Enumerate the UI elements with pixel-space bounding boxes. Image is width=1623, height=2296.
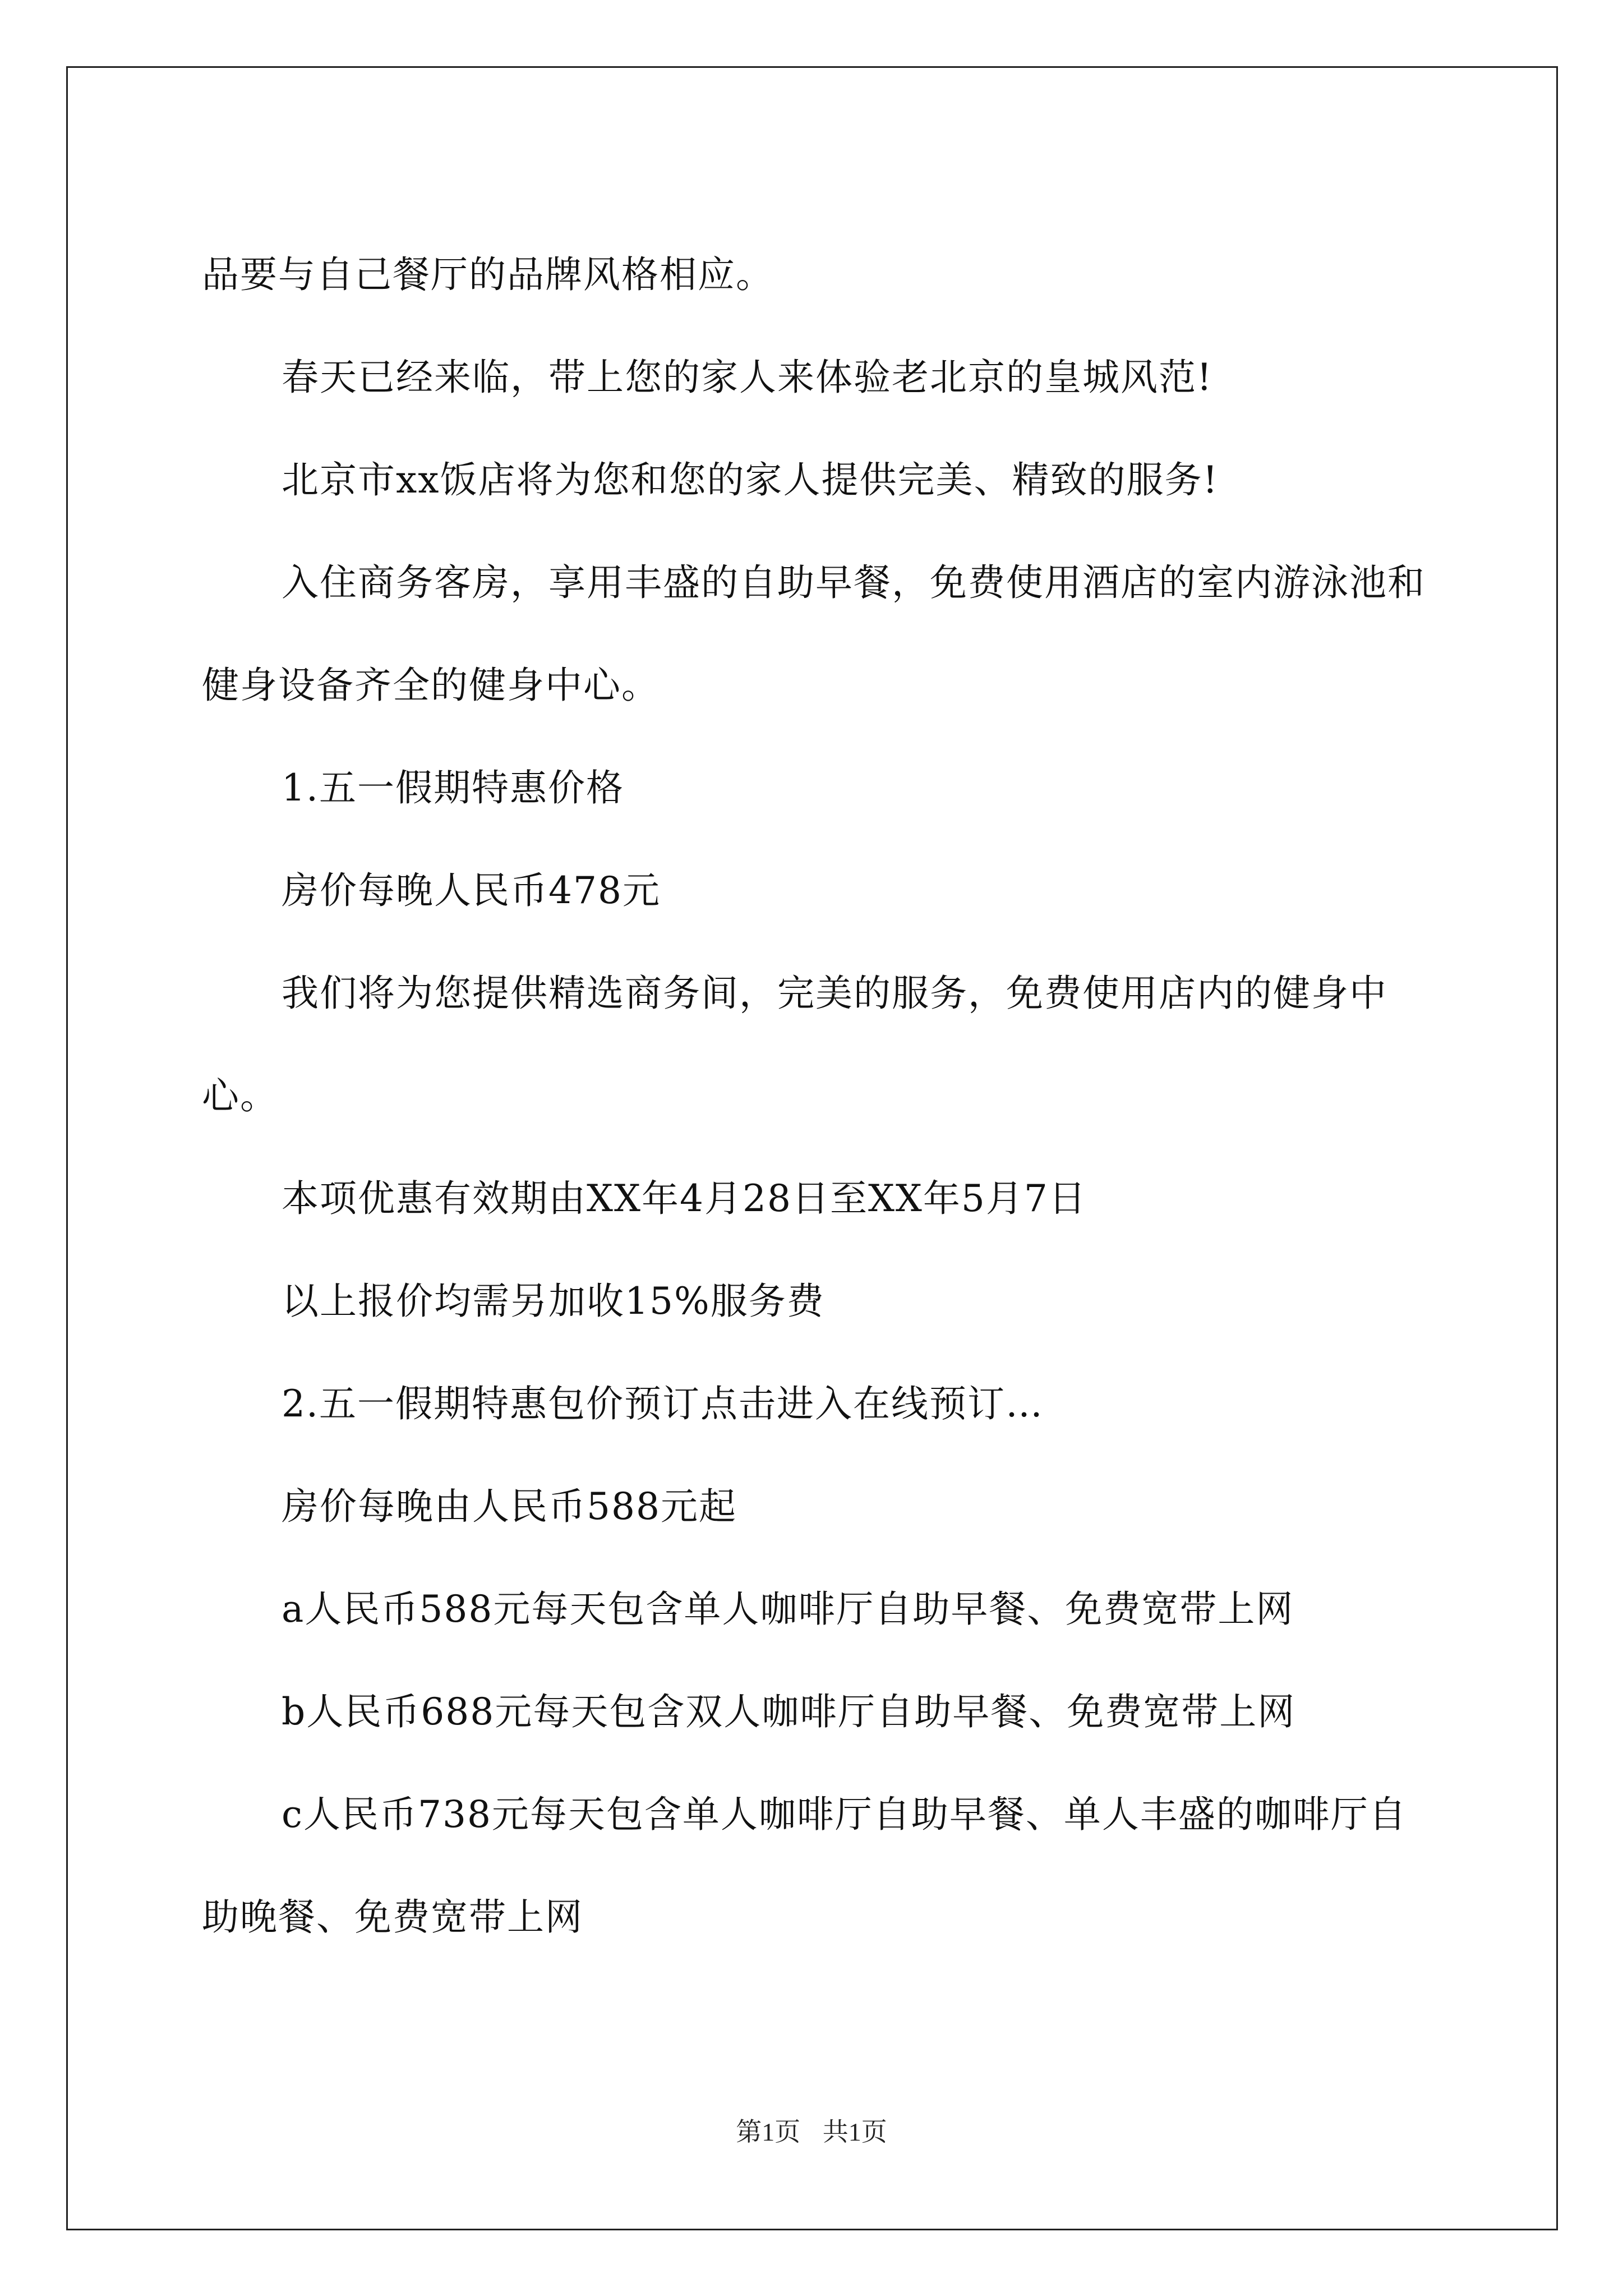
paragraph: 1.五一假期特惠价格 (282, 766, 624, 809)
paragraph: 入住商务客房，享用丰盛的自助早餐，免费使用酒店的室内游泳池和健身设备齐全的健身中心。 (202, 561, 1426, 707)
page-total: 共1页 (822, 2118, 887, 2146)
paragraph: c人民币738元每天包含单人咖啡厅自助早餐、单人丰盛的咖啡厅自助晚餐、免费宽带上网 (202, 1793, 1407, 1939)
paragraph: 北京市xx饭店将为您和您的家人提供完美、精致的服务! (282, 458, 1219, 501)
page-footer (0, 2111, 1623, 2148)
paragraph: 春天已经来临，带上您的家人来体验老北京的皇城风范! (282, 356, 1213, 399)
page-number: 第1页 (736, 2118, 801, 2146)
paragraph: 以上报价均需另加收15%服务费 (282, 1280, 825, 1323)
paragraph: b人民币688元每天包含双人咖啡厅自助早餐、免费宽带上网 (282, 1690, 1296, 1733)
paragraph: 我们将为您提供精选商务间，完美的服务，免费使用店内的健身中心。 (202, 972, 1387, 1117)
document-body (202, 223, 1429, 1968)
paragraph: 房价每晚人民币478元 (282, 869, 661, 912)
paragraph: a人民币588元每天包含单人咖啡厅自助早餐、免费宽带上网 (282, 1588, 1294, 1631)
paragraph: 本项优惠有效期由XX年4月28日至XX年5月7日 (282, 1177, 1087, 1220)
paragraph: 房价每晚由人民币588元起 (282, 1485, 737, 1528)
paragraph: 品要与自己餐厅的品牌风格相应。 (202, 253, 774, 296)
paragraph: 2.五一假期特惠包价预订点击进入在线预订… (282, 1382, 1044, 1425)
